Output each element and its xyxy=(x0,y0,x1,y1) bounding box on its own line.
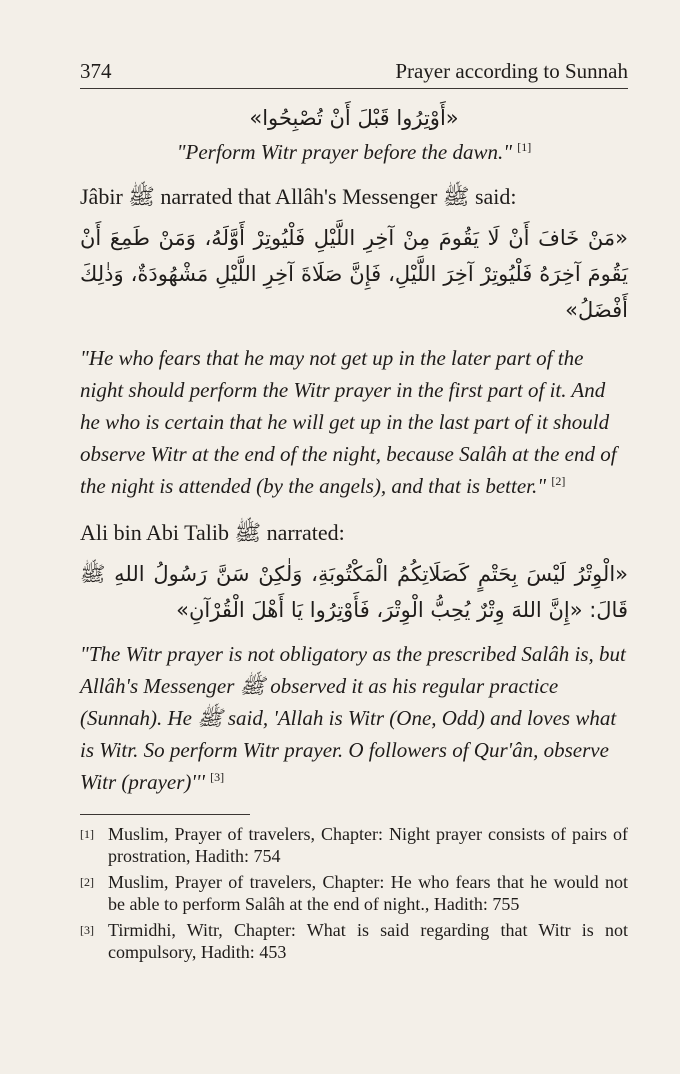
arabic-text: «الْوِتْرُ لَيْسَ بِحَتْمٍ كَصَلَاتِكُمُ الْمَكْتُوبَةِ، وَلٰكِنْ سَنَّ رَسُولُ اللهِ ﷺ قَالَ: «إِنَّ اللهَ وِتْرٌ يُحِبُّ الْوِتْرَ، فَأَوْتِرُوا يَا أَهْلَ الْقُرْآنِ» xyxy=(80,562,628,622)
footnote-number: [1] xyxy=(80,827,94,841)
page-number: 374 xyxy=(80,59,112,83)
footnote-3 xyxy=(80,919,628,963)
footnotes xyxy=(80,823,628,963)
narration-heading: Jâbir ﷺ narrated that Allâh's Messenger ﷺ said: xyxy=(80,184,517,209)
footnote-text: Tirmidhi, Witr, Chapter: What is said regarding that Witr is not compulsory, Hadith: 453 xyxy=(108,920,628,962)
footnote-text: Muslim, Prayer of travelers, Chapter: He who fears that he would not be able to perform Salâh at the end of night., Hadith: 755 xyxy=(108,872,628,914)
arabic-text: «أَوْتِرُوا قَبْلَ أَنْ تُصْبِحُوا» xyxy=(249,106,459,130)
arabic-text: «مَنْ خَافَ أَنْ لَا يَقُومَ مِنْ آخِرِ اللَّيْلِ فَلْيُوتِرْ أَوَّلَهُ، وَمَنْ طَمِعَ أَنْ يَقُومَ آخِرَهُ فَلْيُوتِرْ آخِرَ اللَّيْلِ، فَإِنَّ صَلَاةَ آخِرِ اللَّيْلِ مَشْهُودَةٌ، وَذٰلِكَ أَفْضَلُ» xyxy=(80,226,628,322)
hadith-block-3 xyxy=(80,516,628,798)
translation-text: "He who fears that he may not get up in the later part of the night should perform the Witr prayer in the first part of it. And he who is certain that he will get up in the last part of it should observe Witr at the end of the night, because Salâh at the end of the night is attended (by the angels), and that is better." [2] xyxy=(80,346,617,498)
hadith-block-2 xyxy=(80,180,628,502)
footnote-number: [3] xyxy=(80,923,94,937)
footnote-text: Muslim, Prayer of travelers, Chapter: Night prayer consists of pairs of prostration, Hadith: 754 xyxy=(108,824,628,866)
hadith-block-1 xyxy=(80,100,628,168)
footnote-divider xyxy=(80,814,250,815)
footnote-2 xyxy=(80,871,628,915)
narration-heading: Ali bin Abi Talib ﷺ narrated: xyxy=(80,520,345,545)
translation-text: "Perform Witr prayer before the dawn." [1] xyxy=(176,140,532,164)
page-content xyxy=(80,100,628,967)
running-title: Prayer according to Sunnah xyxy=(395,59,628,83)
translation-text: "The Witr prayer is not obligatory as the prescribed Salâh is, but Allâh's Messenger ﷺ observed it as his regular practice (Sunnah). He ﷺ said, 'Allah is Witr (One, Odd) and loves what is Witr. So perform Witr prayer. O followers of Qur'ân, observe Witr (prayer)''' [3] xyxy=(80,642,626,794)
page-header xyxy=(80,58,628,89)
footnote-1 xyxy=(80,823,628,867)
footnote-number: [2] xyxy=(80,875,94,889)
